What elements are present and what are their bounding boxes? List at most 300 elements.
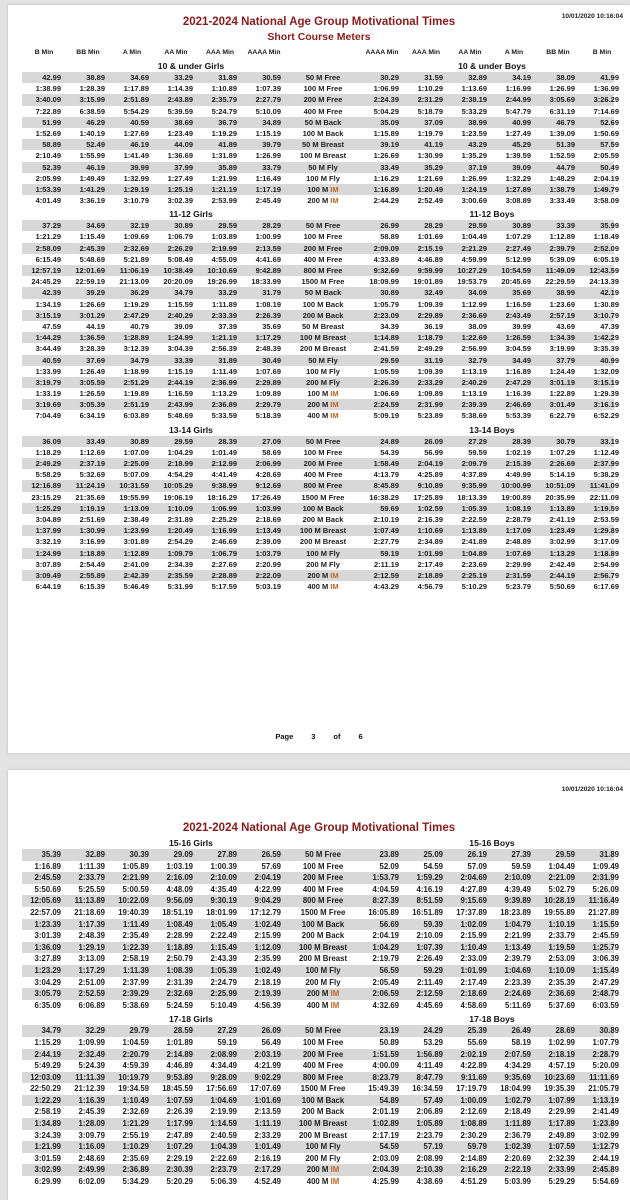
table-row [8, 536, 630, 547]
event-column-spacer [286, 48, 360, 58]
boys-time-cell: 1:15.59 [592, 919, 619, 929]
table-row [8, 849, 630, 861]
event-name: 100 M IM [307, 184, 339, 194]
girls-time-cell: 37.29 [42, 221, 61, 231]
column-header: B Min [592, 49, 612, 56]
boys-time-cell: 2:09.09 [373, 243, 399, 253]
boys-time-cell: 29.59 [468, 221, 487, 231]
boys-time-cell: 1:02.59 [417, 503, 443, 513]
boys-time-cell: 5:18.79 [417, 106, 443, 116]
section-header-boys: 11-12 Boys [469, 209, 515, 220]
girls-time-cell: 30.39 [129, 850, 149, 859]
girls-time-cell: 2:17.29 [254, 1165, 281, 1175]
table-row [8, 895, 630, 907]
girls-time-cell: 3:01.89 [123, 537, 149, 547]
boys-time-cell: 1:36.99 [593, 84, 619, 94]
row-inset [8, 332, 22, 343]
boys-time-cell: 2:12.59 [373, 570, 399, 580]
boys-time-cell: 1:10.49 [460, 942, 487, 952]
boys-time-cell: 2:28.79 [505, 514, 531, 524]
boys-time-cell: 1:23.49 [549, 526, 575, 536]
girls-time-cell: 1:06.79 [211, 548, 237, 558]
boys-time-cell: 27.39 [511, 850, 531, 859]
table-row [8, 184, 630, 195]
boys-time-cell: 4:27.89 [460, 884, 487, 894]
event-name: 200 M Breast [299, 344, 347, 354]
boys-time-cell: 2:48.89 [505, 537, 531, 547]
boys-time-cell: 11:16.49 [588, 896, 619, 906]
event-name: 100 M Back [301, 919, 345, 929]
event-im-label: IM [330, 1177, 340, 1187]
boys-time-cell: 2:36.79 [504, 1130, 531, 1140]
girls-time-cell: 4:56.39 [254, 1000, 281, 1010]
boys-time-cell: 4:32.69 [372, 1000, 399, 1010]
boys-time-cell: 4:57.19 [548, 1061, 575, 1071]
boys-time-cell: 26.19 [467, 850, 487, 859]
girls-time-cell: 3:27.89 [34, 954, 61, 964]
table-row [8, 399, 630, 410]
boys-time-cell: 2:44.19 [592, 1153, 619, 1163]
boys-time-cell: 54.89 [379, 1095, 399, 1105]
girls-time-cell: 5:21.89 [123, 254, 149, 264]
event-name: 200 M Back [301, 931, 345, 941]
boys-time-cell: 27.29 [468, 436, 487, 446]
table-row [8, 988, 630, 1000]
girls-time-cell: 4:22.99 [254, 884, 281, 894]
row-inset [8, 321, 22, 332]
table-row [8, 254, 630, 265]
boys-time-cell: 50.89 [379, 1037, 399, 1047]
girls-time-cell: 30.89 [174, 221, 193, 231]
girls-time-cell: 21:13.09 [119, 277, 149, 287]
boys-time-cell: 5:09.19 [373, 411, 399, 421]
girls-time-cell: 1:38.99 [35, 84, 61, 94]
row-inset [8, 94, 22, 105]
girls-time-cell: 18:45.59 [162, 1084, 193, 1094]
boys-time-cell: 2:18.69 [460, 989, 487, 999]
boys-time-cell: 4:34.29 [504, 1061, 531, 1071]
boys-time-cell: 1:42.29 [593, 333, 619, 343]
girls-time-cell: 5:34.29 [122, 1177, 149, 1187]
girls-time-cell: 2:39.09 [255, 537, 281, 547]
girls-time-cell: 1:36.69 [167, 151, 193, 161]
event-im-label: IM [330, 400, 339, 410]
boys-time-cell: 2:35.39 [548, 977, 575, 987]
girls-time-cell: 26.59 [261, 850, 281, 859]
girls-time-cell: 1:26.59 [79, 389, 105, 399]
girls-time-cell: 3:01.39 [34, 931, 61, 941]
event-name: 1500 M Free [301, 277, 345, 287]
girls-time-cell: 5:08.49 [167, 254, 193, 264]
girls-time-cell: 1:08.49 [166, 919, 193, 929]
boys-time-cell: 1:26.59 [505, 333, 531, 343]
row-inset [8, 570, 22, 581]
boys-time-cell: 1:04.89 [461, 548, 487, 558]
girls-time-cell: 3:01.29 [79, 310, 105, 320]
girls-time-cell: 28.29 [262, 221, 281, 231]
boys-time-cell: 30.89 [380, 288, 399, 298]
boys-time-cell: 1:13.89 [461, 526, 487, 536]
boys-time-cell: 2:44.29 [373, 196, 399, 206]
row-inset [8, 1083, 22, 1095]
boys-time-cell: 1:17.09 [505, 526, 531, 536]
girls-time-cell: 12:01.69 [75, 266, 105, 275]
boys-time-cell: 59.69 [380, 503, 399, 513]
girls-time-cell: 4:01.49 [35, 196, 61, 206]
column-header: AAA Min [411, 49, 441, 56]
table-row [8, 1049, 630, 1061]
row-inset [8, 299, 22, 310]
girls-time-cell: 6:29.99 [34, 1177, 61, 1187]
girls-time-cell: 40.59 [42, 355, 61, 365]
boys-time-cell: 11:41.09 [589, 481, 619, 491]
girls-time-cell: 5:24.59 [166, 1000, 193, 1010]
boys-time-cell: 30.89 [512, 221, 531, 231]
boys-time-cell: 16:05.89 [368, 907, 399, 917]
boys-time-cell: 1:16.89 [373, 184, 399, 194]
girls-time-cell: 34.79 [174, 288, 193, 298]
girls-time-cell: 6:34.19 [79, 411, 105, 421]
table-row [8, 276, 630, 287]
boys-time-cell: 35.69 [512, 288, 531, 298]
girls-time-cell: 1:49.49 [79, 173, 105, 183]
table-row [8, 243, 630, 254]
boys-time-cell: 34.49 [512, 355, 531, 365]
boys-time-cell: 2:45.89 [592, 1165, 619, 1175]
row-inset [8, 930, 22, 942]
boys-time-cell: 1:35.29 [461, 151, 487, 161]
boys-time-cell: 2:22.19 [504, 1165, 531, 1175]
girls-time-cell: 5:06.39 [210, 1177, 237, 1187]
table-row [8, 492, 630, 503]
girls-time-cell: 32.29 [85, 1026, 105, 1036]
boys-time-cell: 2:26.39 [373, 377, 399, 387]
girls-time-cell: 1:10.89 [211, 84, 237, 94]
girls-time-cell: 1:05.39 [210, 965, 237, 975]
boys-time-cell: 1:58.49 [373, 459, 399, 468]
boys-time-cell: 1:19.59 [593, 503, 619, 513]
girls-time-cell: 2:55.19 [122, 1130, 149, 1140]
girls-time-cell: 29.59 [218, 221, 237, 231]
girls-time-cell: 2:51.29 [123, 377, 149, 387]
girls-time-cell: 1:52.69 [35, 128, 61, 138]
boys-time-cell: 5:10.29 [461, 582, 487, 592]
boys-time-cell: 1:12.99 [461, 299, 487, 309]
boys-time-cell: 2:23.09 [373, 310, 399, 320]
girls-time-cell: 1:16.89 [34, 861, 61, 871]
girls-time-cell: 2:19.39 [254, 989, 281, 999]
girls-time-cell: 19:26.99 [207, 277, 237, 287]
boys-time-cell: 26.49 [511, 1026, 531, 1036]
event-name: 200 M Fly [305, 977, 341, 987]
table-row [8, 139, 630, 150]
boys-time-cell: 1:07.29 [549, 447, 575, 457]
girls-time-cell: 2:22.09 [255, 570, 281, 580]
event-name: 1500 M Free [300, 1084, 346, 1094]
report-datetime: 10/01/2020 10:16:04 [561, 13, 623, 20]
girls-time-cell: 2:37.99 [122, 977, 149, 987]
girls-time-cell: 2:19.99 [211, 243, 237, 253]
event-im-label: IM [330, 989, 340, 999]
girls-time-cell: 19:40.39 [118, 907, 149, 917]
girls-time-cell: 2:31.39 [166, 977, 193, 987]
boys-time-cell: 57.09 [467, 861, 487, 871]
girls-time-cell: 2:51.89 [123, 95, 149, 105]
boys-time-cell: 2:52.09 [593, 243, 619, 253]
event-name: 200 M IM [307, 570, 339, 580]
girls-time-cell: 1:37.99 [35, 526, 61, 536]
girls-time-cell: 39.29 [86, 288, 105, 298]
boys-time-cell: 55.69 [467, 1037, 487, 1047]
boys-time-cell: 5:39.09 [549, 254, 575, 264]
girls-time-cell: 1:23.49 [167, 128, 193, 138]
girls-time-cell: 1:04.29 [167, 447, 193, 457]
girls-time-cell: 2:47.89 [166, 1130, 193, 1140]
row-inset [8, 173, 22, 184]
boys-time-cell: 2:12.59 [416, 989, 443, 999]
boys-time-cell: 50.49 [600, 162, 619, 172]
boys-time-cell: 2:49.89 [548, 1130, 575, 1140]
boys-time-cell: 3:01.19 [549, 377, 575, 387]
table-row [8, 458, 630, 469]
boys-time-cell: 4:25.99 [372, 1177, 399, 1187]
boys-time-cell: 1:00.09 [460, 1095, 487, 1105]
girls-time-cell: 37.69 [86, 355, 105, 365]
girls-time-cell: 46.19 [130, 140, 149, 150]
boys-time-cell: 2:38.19 [461, 95, 487, 105]
boys-time-cell: 1:26.99 [549, 84, 575, 94]
boys-time-cell: 3:02.99 [549, 537, 575, 547]
girls-time-cell: 1:10.09 [167, 503, 193, 513]
girls-time-cell: 2:51.09 [78, 977, 105, 987]
boys-time-cell: 10:28.19 [544, 896, 575, 906]
event-name: 200 M Free [303, 459, 343, 468]
girls-time-cell: 35.89 [218, 162, 237, 172]
boys-time-cell: 1:05.59 [373, 366, 399, 376]
girls-time-cell: 1:27.49 [167, 173, 193, 183]
boys-time-cell: 2:17.49 [460, 977, 487, 987]
boys-time-cell: 2:24.69 [504, 989, 531, 999]
boys-time-cell: 1:13.19 [461, 389, 487, 399]
event-name: 200 M Breast [299, 537, 347, 547]
event-name: 200 M Back [302, 310, 344, 320]
girls-time-cell: 1:09.79 [167, 548, 193, 558]
boys-time-cell: 38.99 [468, 117, 487, 127]
girls-time-cell: 6:38.59 [79, 106, 105, 116]
boys-time-cell: 46.79 [556, 117, 575, 127]
girls-time-cell: 1:41.29 [79, 184, 105, 194]
event-name: 100 M Breast [299, 526, 347, 536]
girls-time-cell: 1:18.89 [166, 942, 193, 952]
girls-time-cell: 1:17.89 [123, 84, 149, 94]
girls-time-cell: 5:39.59 [167, 106, 193, 116]
table-row [8, 195, 630, 206]
girls-time-cell: 2:41.09 [123, 559, 149, 569]
boys-time-cell: 24:13.39 [589, 277, 619, 287]
girls-time-cell: 1:12.89 [123, 548, 149, 558]
girls-time-cell: 1:09.99 [78, 1037, 105, 1047]
table-row [8, 884, 630, 896]
girls-time-cell: 2:19.99 [210, 1107, 237, 1117]
table-row [8, 1025, 630, 1037]
row-inset [8, 184, 22, 195]
boys-time-cell: 2:04.19 [372, 931, 399, 941]
girls-time-cell: 11:13.89 [74, 896, 105, 906]
boys-time-cell: 2:23.69 [461, 559, 487, 569]
boys-time-cell: 1:38.79 [549, 184, 575, 194]
column-header: BB Min [76, 49, 100, 56]
event-im-label: IM [330, 582, 339, 592]
table-row [8, 106, 630, 117]
girls-time-cell: 30.89 [130, 436, 149, 446]
girls-time-cell: 1:25.19 [167, 184, 193, 194]
girls-time-cell: 1:16.59 [167, 389, 193, 399]
table-row [8, 503, 630, 514]
boys-time-cell: 9:39.89 [504, 896, 531, 906]
boys-time-cell: 9:35.69 [504, 1072, 531, 1082]
boys-time-cell: 5:03.99 [504, 1177, 531, 1187]
girls-time-cell: 1:26.69 [79, 299, 105, 309]
table-row [8, 581, 630, 592]
girls-time-cell: 29.09 [173, 850, 193, 859]
girls-time-cell: 1:29.19 [78, 942, 105, 952]
girls-time-cell: 3:04.39 [167, 344, 193, 354]
boys-time-cell: 2:10.19 [373, 514, 399, 524]
boys-time-cell: 19:53.79 [457, 277, 487, 287]
boys-time-cell: 3:19.99 [549, 344, 575, 354]
girls-time-cell: 3:02.99 [34, 1165, 61, 1175]
section-header-boys: 13-14 Boys [469, 424, 515, 435]
row-inset [8, 953, 22, 965]
boys-time-cell: 1:48.29 [549, 173, 575, 183]
boys-time-cell: 2:20.69 [504, 1153, 531, 1163]
girls-time-cell: 33.79 [262, 162, 281, 172]
boys-time-cell: 2:44.99 [505, 95, 531, 105]
girls-time-cell: 34.89 [262, 117, 281, 127]
boys-time-cell: 2:04.19 [593, 173, 619, 183]
boys-time-cell: 5:38.29 [593, 470, 619, 480]
boys-time-cell: 5:47.79 [505, 106, 531, 116]
boys-time-cell: 9:15.69 [460, 896, 487, 906]
girls-time-cell: 1:17.29 [78, 965, 105, 975]
girls-time-cell: 1:07.29 [166, 1142, 193, 1152]
girls-time-cell: 46.29 [86, 117, 105, 127]
table-row [8, 1060, 630, 1072]
boys-time-cell: 2:39.39 [461, 400, 487, 410]
girls-time-cell: 2:36.99 [211, 377, 237, 387]
boys-time-cell: 1:02.39 [504, 1142, 531, 1152]
boys-time-cell: 33.39 [556, 221, 575, 231]
girls-time-cell: 5:48.69 [79, 254, 105, 264]
girls-time-cell: 12:57.19 [31, 266, 61, 275]
girls-time-cell: 1:14.59 [210, 1119, 237, 1129]
event-im-label: IM [330, 1000, 340, 1010]
girls-time-cell: 2:43.89 [167, 95, 193, 105]
boys-time-cell: 4:00.09 [372, 1061, 399, 1071]
table-row [8, 436, 630, 447]
girls-time-cell: 44.09 [174, 140, 193, 150]
girls-time-cell: 39.09 [174, 321, 193, 331]
girls-time-cell: 2:18.99 [167, 459, 193, 468]
event-name: 50 M Breast [301, 321, 345, 331]
girls-time-cell: 2:33.79 [78, 873, 105, 883]
row-inset [8, 884, 22, 896]
boys-time-cell: 1:04.69 [504, 965, 531, 975]
girls-time-cell: 2:32.49 [78, 1049, 105, 1059]
boys-time-cell: 1:07.99 [548, 1095, 575, 1105]
boys-time-cell: 6:17.69 [593, 582, 619, 592]
boys-time-cell: 1:09.49 [592, 861, 619, 871]
event-name: 50 M Free [305, 850, 341, 859]
girls-time-cell: 1:21.99 [34, 1142, 61, 1152]
girls-time-cell: 4:48.09 [166, 884, 193, 894]
row-inset [8, 919, 22, 931]
boys-time-cell: 34.39 [380, 321, 399, 331]
girls-time-cell: 1:28.39 [79, 84, 105, 94]
girls-time-cell: 1:33.19 [35, 389, 61, 399]
boys-time-cell: 21:05.79 [588, 1084, 619, 1094]
boys-time-cell: 1:52.59 [549, 151, 575, 161]
girls-time-cell: 58.69 [262, 447, 281, 457]
girls-time-cell: 1:05.49 [210, 919, 237, 929]
boys-time-cell: 52.69 [600, 117, 619, 127]
row-inset [8, 72, 22, 83]
girls-time-cell: 22:57.09 [30, 907, 61, 917]
girls-time-cell: 2:21.99 [122, 873, 149, 883]
boys-time-cell: 1:20.49 [417, 184, 443, 194]
girls-time-cell: 2:58.09 [35, 243, 61, 253]
girls-time-cell: 5:24.79 [211, 106, 237, 116]
boys-time-cell: 2:33.99 [548, 1165, 575, 1175]
boys-time-cell: 1:16.99 [505, 84, 531, 94]
boys-time-cell: 2:33.79 [548, 931, 575, 941]
girls-time-cell: 6:35.09 [34, 1000, 61, 1010]
boys-time-cell: 2:24.39 [373, 95, 399, 105]
girls-time-cell: 2:33.29 [254, 1130, 281, 1140]
boys-time-cell: 1:23.59 [461, 128, 487, 138]
boys-time-cell: 29.59 [555, 850, 575, 859]
girls-time-cell: 9:56.09 [166, 896, 193, 906]
girls-time-cell: 1:18.89 [79, 548, 105, 558]
event-name: 100 M Back [302, 128, 344, 138]
girls-time-cell: 5:33.59 [211, 411, 237, 421]
girls-time-cell: 5:24.39 [78, 1061, 105, 1071]
event-name: 50 M Free [305, 436, 341, 446]
section-header-row [8, 209, 630, 220]
boys-time-cell: 1:29.39 [593, 389, 619, 399]
event-im-label: IM [330, 1165, 340, 1175]
event-name: 400 M Free [302, 1061, 344, 1071]
row-inset [8, 1176, 22, 1188]
girls-time-cell: 5:58.29 [35, 470, 61, 480]
report-page-2 [8, 770, 630, 1200]
row-inset [8, 942, 22, 954]
boys-time-cell: 2:10.09 [504, 873, 531, 883]
boys-time-cell: 1:19.79 [417, 128, 443, 138]
girls-time-cell: 9:12.69 [255, 481, 281, 491]
girls-time-cell: 2:28.99 [166, 931, 193, 941]
girls-time-cell: 1:16.09 [78, 1142, 105, 1152]
girls-time-cell: 2:52.59 [78, 989, 105, 999]
boys-time-cell: 5:54.69 [592, 1177, 619, 1187]
event-name: 400 M Free [303, 254, 343, 264]
boys-time-cell: 2:36.69 [548, 989, 575, 999]
girls-time-cell: 1:19.19 [79, 503, 105, 513]
girls-time-cell: 2:42.39 [123, 570, 149, 580]
girls-time-cell: 2:32.69 [122, 1107, 149, 1117]
girls-time-cell: 1:03.99 [255, 503, 281, 513]
girls-time-cell: 3:05.39 [79, 400, 105, 410]
